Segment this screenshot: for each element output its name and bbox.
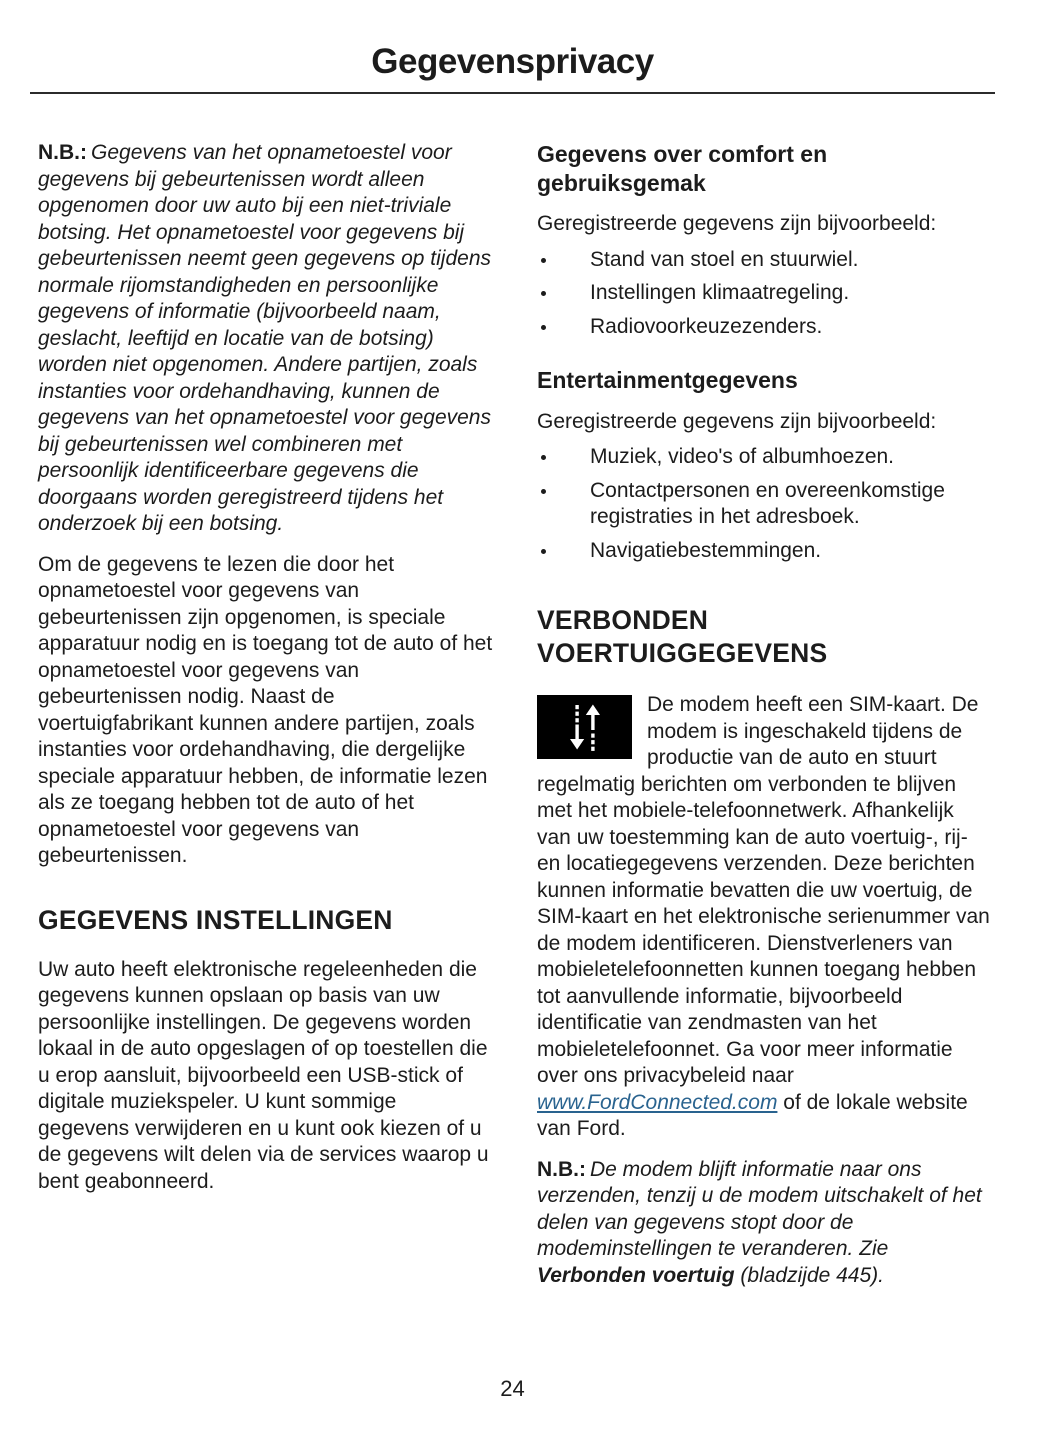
heading-verbonden-voertuiggegevens: VERBONDEN VOERTUIGGEGEVENS [537, 605, 828, 668]
list-item-label: Contactpersonen en overeenkomstige registraties in het adresboek. [590, 478, 945, 528]
connected-text: De modem heeft een SIM-kaart. De modem is ingeschakeld tijdens de productie van de auto en stuurt regelmatig berichten om verbonden te blijven met het mobiele-telefoonnetwerk. Afhankelijk van uw toestemming kan de auto voertuig-, rij- en locatiegegevens verzenden. Deze berichten kunnen informatie bevatten die uw voertuig, de SIM-kaart en het elektronische serienummer van de modem identificeren. Dienstverleners van mobieletelefoonnetten kunnen toegang hebben tot aanvullende informatie, bijvoorbeeld identificatie van zendmasten van het mobieletelefoonnet. Ga voor meer informatie over ons privacybeleid naar [537, 693, 990, 1087]
bullet-icon [541, 489, 546, 494]
comfort-intro: Geregistreerde gegevens zijn bijvoorbeeld: [537, 212, 937, 235]
note-text-tail: (bladzijde 445). [734, 1263, 884, 1287]
connected-text-tail: of de lokale website van Ford. [537, 1090, 968, 1140]
note-paragraph-modem [537, 1157, 992, 1290]
list-item [537, 314, 992, 341]
bullet-icon [541, 258, 546, 263]
bullet-icon [541, 325, 546, 330]
bullet-icon [541, 455, 546, 460]
data-transfer-up-down-icon [537, 695, 632, 759]
note-paragraph-edr [38, 140, 493, 538]
list-item-label: Muziek, video's of albumhoezen. [590, 445, 895, 468]
paragraph-settings: Uw auto heeft elektronische regeleenheden die gegevens kunnen opslaan op basis van uw persoonlijke instellingen. De gegevens worden lokaal in de auto opgeslagen of op toestellen die u erop aansluit, bijvoorbeeld een USB-stick of digitale muziekspeler. U kunt sommige gegevens verwijderen en u kunt ook kiezen of u de gegevens wilt delen via de services waarop u bent geabonneerd. [38, 957, 489, 1193]
list-item-label: Stand van stoel en stuurwiel. [590, 247, 859, 271]
paragraph-connected-vehicle [537, 692, 992, 1143]
note-text: De modem blijft informatie naar ons verzenden, tenzij u de modem uitschakelt of het delen van gegevens stopt door de modeminstellingen te veranderen. Zie [537, 1157, 982, 1260]
heading-entertainment: Entertainmentgegevens [537, 367, 798, 393]
heading-comfort: Gegevens over comfort en gebruiksgemak [537, 141, 828, 196]
cross-reference: Verbonden voertuig [537, 1263, 735, 1287]
page-title: Gegevensprivacy [371, 42, 654, 81]
list-item [537, 280, 992, 307]
page-header [0, 0, 1055, 94]
list-item [537, 478, 992, 531]
bullet-icon [541, 291, 546, 296]
entertainment-intro: Geregistreerde gegevens zijn bijvoorbeeld: [537, 409, 937, 433]
heading-gegevens-instellingen: GEGEVENS INSTELLINGEN [38, 904, 393, 935]
note-label: N.B.: [38, 141, 87, 164]
paragraph-edr-access: Om de gegevens te lezen die door het opnametoestel voor gegevens van gebeurtenissen zijn opgenomen, is speciale apparatuur nodig en is toegang tot de auto of het opnametoestel voor gegevens van gebeurtenissen nodig. Naast de voertuigfabrikant kunnen andere partijen, zoals instanties voor ordehandhaving, die dergelijke speciale apparatuur hebben, de informatie lezen als ze toegang hebben tot de auto of het opnametoestel voor gegevens van gebeurtenissen. [38, 552, 493, 867]
left-column [38, 140, 493, 1303]
page-number: 24 [500, 1376, 525, 1401]
list-item [537, 538, 992, 565]
list-item [537, 444, 992, 471]
content-columns [38, 94, 992, 1303]
note-label: N.B.: [537, 1157, 586, 1181]
right-column [537, 140, 992, 1303]
list-item-label: Navigatiebestemmingen. [590, 538, 822, 562]
list-item-label: Radiovoorkeuzezenders. [590, 314, 823, 338]
page-footer [30, 1376, 995, 1402]
comfort-list [537, 247, 992, 341]
ford-connected-link[interactable]: www.FordConnected.com [537, 1090, 778, 1114]
note-text: Gegevens van het opnametoestel voor gegevens bij gebeurtenissen wordt alleen opgenomen door uw auto bij een niet-triviale botsing. Het opnametoestel voor gegevens bij gebeurtenissen neemt geen gegevens op tijdens normale rijomstandigheden en persoonlijke gegevens of informatie (bijvoorbeeld naam, geslacht, leeftijd en locatie van de botsing) worden niet opgenomen. Andere partijen, zoals instanties voor ordehandhaving, kunnen de gegevens van het opnametoestel voor gegevens bij gebeurtenissen wel combineren met persoonlijk identificeerbare gegevens die doorgaans worden geregistreerd tijdens het onderzoek bij een botsing. [38, 141, 491, 535]
bullet-icon [541, 549, 546, 554]
list-item [537, 247, 992, 274]
list-item-label: Instellingen klimaatregeling. [590, 281, 850, 304]
entertainment-list [537, 444, 992, 564]
